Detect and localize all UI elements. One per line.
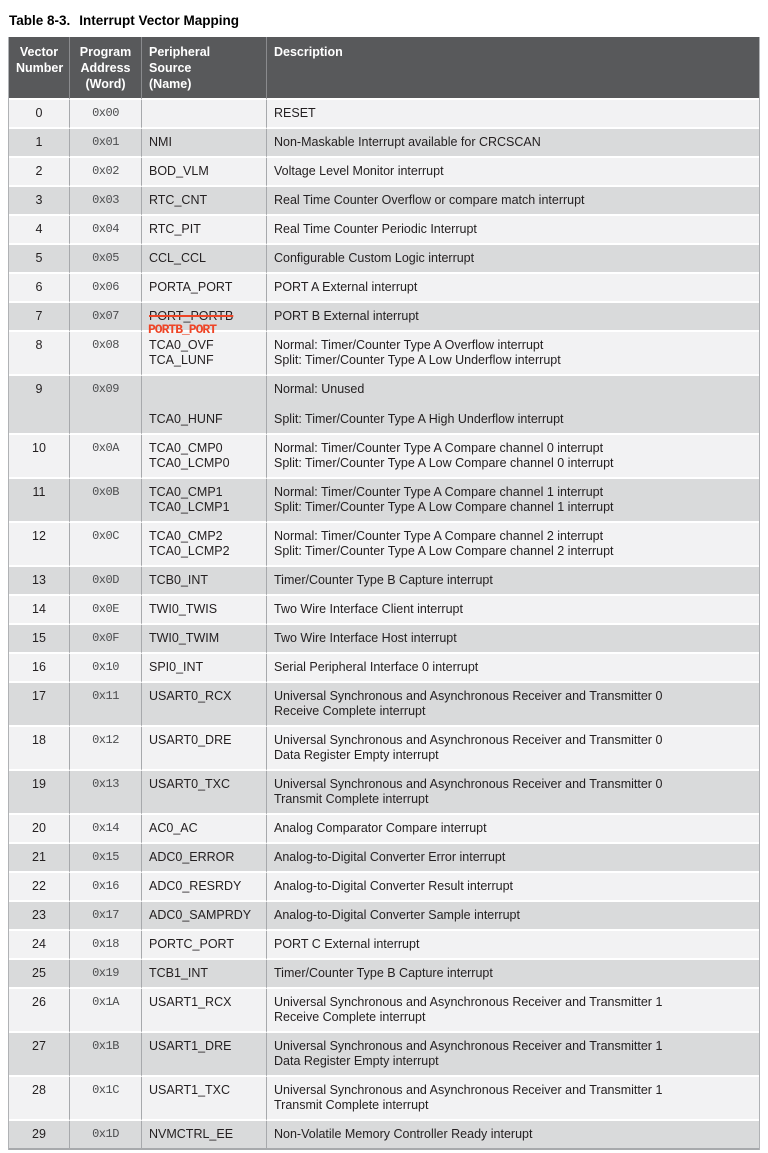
source-name-line: USART1_TXC — [149, 1083, 231, 1097]
source-name-line: PORTA_PORT — [149, 280, 233, 294]
col-header-line: Vector — [19, 45, 59, 59]
description-cell — [266, 844, 759, 873]
table-row — [9, 479, 759, 523]
source-name-line: USART0_TXC — [149, 777, 231, 791]
description-cell — [266, 100, 759, 129]
peripheral-source-cell — [141, 844, 266, 873]
description-cell — [266, 332, 759, 376]
program-address-cell: 0x07 — [69, 303, 141, 332]
description-line: Analog-to-Digital Converter Result interrupt — [274, 879, 513, 893]
program-address-cell: 0x18 — [69, 931, 141, 960]
peripheral-source-cell — [141, 815, 266, 844]
table-row — [9, 1033, 759, 1077]
table-row — [9, 129, 759, 158]
struck-source-name: PORT_PORTB — [149, 309, 234, 323]
vector-number-cell: 14 — [9, 596, 69, 625]
peripheral-source-cell — [141, 187, 266, 216]
col-header-line: Program — [79, 45, 132, 59]
source-name-line — [149, 382, 259, 397]
vector-number-cell: 7 — [9, 303, 69, 332]
source-name-line: TCA0_HUNF — [149, 412, 223, 426]
source-name-line: TCA0_LCMP1 — [149, 500, 230, 514]
source-name-line: NMI — [149, 135, 172, 149]
table-row — [9, 435, 759, 479]
description-cell — [266, 654, 759, 683]
table-row — [9, 683, 759, 727]
peripheral-source-cell — [141, 332, 266, 376]
vector-number-cell: 19 — [9, 771, 69, 815]
program-address-cell: 0x1D — [69, 1121, 141, 1150]
program-address-cell: 0x03 — [69, 187, 141, 216]
description-line: Receive Complete interrupt — [274, 704, 426, 718]
source-name-line — [149, 397, 259, 412]
peripheral-source-cell — [141, 654, 266, 683]
program-address-cell: 0x1C — [69, 1077, 141, 1121]
source-name-line: CCL_CCL — [149, 251, 206, 265]
source-name-line: BOD_VLM — [149, 164, 209, 178]
description-line: PORT C External interrupt — [274, 937, 420, 951]
description-cell — [266, 523, 759, 567]
description-line: Split: Timer/Counter Type A Low Compare channel 1 interrupt — [274, 500, 614, 514]
table-row — [9, 815, 759, 844]
source-name-line — [149, 106, 259, 121]
description-cell — [266, 771, 759, 815]
vector-number-cell: 17 — [9, 683, 69, 727]
description-cell — [266, 274, 759, 303]
source-name-line: TCA0_LCMP0 — [149, 456, 230, 470]
description-line: Receive Complete interrupt — [274, 1010, 426, 1024]
vector-number-cell: 21 — [9, 844, 69, 873]
table-row — [9, 931, 759, 960]
program-address-cell: 0x08 — [69, 332, 141, 376]
source-name-line: SPI0_INT — [149, 660, 204, 674]
peripheral-source-cell — [141, 931, 266, 960]
table-row — [9, 274, 759, 303]
peripheral-source-cell — [141, 960, 266, 989]
peripheral-source-cell — [141, 158, 266, 187]
program-address-cell: 0x06 — [69, 274, 141, 303]
table-row — [9, 1121, 759, 1150]
program-address-cell: 0x02 — [69, 158, 141, 187]
vector-number-cell: 0 — [9, 100, 69, 129]
col-header-line: (Name) — [149, 77, 192, 91]
table-caption: Interrupt Vector Mapping — [79, 13, 240, 28]
vector-number-cell: 6 — [9, 274, 69, 303]
source-name-line: TCA0_CMP0 — [149, 441, 223, 455]
col-header-line: Address — [80, 61, 131, 75]
program-address-cell: 0x0C — [69, 523, 141, 567]
table-row — [9, 844, 759, 873]
header-row — [9, 37, 759, 100]
vector-number-cell: 12 — [9, 523, 69, 567]
source-name-line: TWI0_TWIS — [149, 602, 218, 616]
vector-number-cell: 10 — [9, 435, 69, 479]
description-cell — [266, 931, 759, 960]
source-name-line: USART1_DRE — [149, 1039, 232, 1053]
table-title — [9, 13, 760, 28]
peripheral-source-cell — [141, 1033, 266, 1077]
program-address-cell: 0x1A — [69, 989, 141, 1033]
description-cell — [266, 815, 759, 844]
description-cell — [266, 479, 759, 523]
vector-number-cell: 20 — [9, 815, 69, 844]
vector-number-cell: 5 — [9, 245, 69, 274]
description-line: Universal Synchronous and Asynchronous Receiver and Transmitter 1 — [274, 995, 663, 1009]
table-row — [9, 187, 759, 216]
vector-number-cell: 24 — [9, 931, 69, 960]
description-line: Analog-to-Digital Converter Error interrupt — [274, 850, 506, 864]
program-address-cell: 0x00 — [69, 100, 141, 129]
description-line: Universal Synchronous and Asynchronous Receiver and Transmitter 1 — [274, 1039, 663, 1053]
description-line: Normal: Timer/Counter Type A Compare channel 0 interrupt — [274, 441, 604, 455]
source-name-line: TCA0_OVF — [149, 338, 214, 352]
description-line: Two Wire Interface Client interrupt — [274, 602, 463, 616]
source-name-line: ADC0_ERROR — [149, 850, 235, 864]
vector-number-cell: 28 — [9, 1077, 69, 1121]
peripheral-source-cell — [141, 479, 266, 523]
table-row — [9, 873, 759, 902]
vector-number-cell: 26 — [9, 989, 69, 1033]
vector-number-cell: 16 — [9, 654, 69, 683]
description-line: Analog Comparator Compare interrupt — [274, 821, 487, 835]
source-name-line: TCA_LUNF — [149, 353, 214, 367]
description-line: Non-Volatile Memory Controller Ready interupt — [274, 1127, 533, 1141]
description-cell — [266, 873, 759, 902]
description-line: Normal: Timer/Counter Type A Compare channel 1 interrupt — [274, 485, 604, 499]
peripheral-source-cell — [141, 435, 266, 479]
peripheral-source-cell — [141, 625, 266, 654]
table-row — [9, 960, 759, 989]
program-address-cell: 0x09 — [69, 376, 141, 435]
source-name-line: AC0_AC — [149, 821, 198, 835]
program-address-cell: 0x0D — [69, 567, 141, 596]
source-name-line: TCB0_INT — [149, 573, 209, 587]
col-header-description — [266, 37, 759, 100]
table-row — [9, 654, 759, 683]
description-line: Split: Timer/Counter Type A Low Underflow interrupt — [274, 353, 561, 367]
program-address-cell: 0x16 — [69, 873, 141, 902]
description-cell — [266, 187, 759, 216]
description-cell — [266, 727, 759, 771]
description-line: PORT B External interrupt — [274, 309, 419, 323]
program-address-cell: 0x04 — [69, 216, 141, 245]
vector-number-cell: 23 — [9, 902, 69, 931]
description-line: Split: Timer/Counter Type A Low Compare channel 0 interrupt — [274, 456, 614, 470]
table-row — [9, 303, 759, 332]
description-line: Universal Synchronous and Asynchronous Receiver and Transmitter 0 — [274, 777, 663, 791]
description-cell — [266, 216, 759, 245]
description-line: Configurable Custom Logic interrupt — [274, 251, 475, 265]
peripheral-source-cell — [141, 303, 266, 337]
description-line: Universal Synchronous and Asynchronous Receiver and Transmitter 0 — [274, 733, 663, 747]
table-row — [9, 523, 759, 567]
description-line: Real Time Counter Overflow or compare match interrupt — [274, 193, 585, 207]
program-address-cell: 0x12 — [69, 727, 141, 771]
program-address-cell: 0x1B — [69, 1033, 141, 1077]
vector-number-cell: 29 — [9, 1121, 69, 1150]
description-line: Transmit Complete interrupt — [274, 792, 429, 806]
table-number-label: Table 8-3. — [9, 13, 71, 28]
table-header — [9, 37, 759, 100]
description-line: Normal: Timer/Counter Type A Compare channel 2 interrupt — [274, 529, 604, 543]
description-cell — [266, 625, 759, 654]
table-row — [9, 727, 759, 771]
peripheral-source-cell — [141, 902, 266, 931]
program-address-cell: 0x0B — [69, 479, 141, 523]
peripheral-source-cell — [141, 727, 266, 771]
peripheral-source-cell — [141, 567, 266, 596]
col-header-vector-number — [9, 37, 69, 100]
peripheral-source-cell — [141, 683, 266, 727]
col-header-line: Number — [16, 61, 64, 75]
col-header-line: Peripheral — [149, 45, 211, 59]
table-row — [9, 989, 759, 1033]
description-cell — [266, 989, 759, 1033]
vector-number-cell: 3 — [9, 187, 69, 216]
peripheral-source-cell — [141, 771, 266, 815]
description-cell — [266, 376, 759, 435]
description-cell — [266, 158, 759, 187]
vector-number-cell: 15 — [9, 625, 69, 654]
program-address-cell: 0x11 — [69, 683, 141, 727]
description-line — [274, 397, 752, 412]
description-line: Non-Maskable Interrupt available for CRCSCAN — [274, 135, 541, 149]
source-name-line: USART0_DRE — [149, 733, 232, 747]
vector-number-cell: 9 — [9, 376, 69, 435]
program-address-cell: 0x0A — [69, 435, 141, 479]
source-name-line: ADC0_RESRDY — [149, 879, 242, 893]
col-header-line: Source — [149, 61, 192, 75]
description-line: Universal Synchronous and Asynchronous Receiver and Transmitter 1 — [274, 1083, 663, 1097]
description-line: Split: Timer/Counter Type A Low Compare channel 2 interrupt — [274, 544, 614, 558]
description-line: Serial Peripheral Interface 0 interrupt — [274, 660, 479, 674]
description-line: RESET — [274, 106, 316, 120]
source-name-line: TCB1_INT — [149, 966, 209, 980]
table-row — [9, 1077, 759, 1121]
description-cell — [266, 596, 759, 625]
source-name-line: USART1_RCX — [149, 995, 232, 1009]
peripheral-source-cell — [141, 596, 266, 625]
program-address-cell: 0x10 — [69, 654, 141, 683]
description-line: Universal Synchronous and Asynchronous Receiver and Transmitter 0 — [274, 689, 663, 703]
col-header-line: Description — [274, 45, 343, 59]
description-cell — [266, 245, 759, 274]
description-line: Data Register Empty interrupt — [274, 748, 439, 762]
table-row — [9, 625, 759, 654]
description-line: Transmit Complete interrupt — [274, 1098, 429, 1112]
description-cell — [266, 1077, 759, 1121]
table-row — [9, 216, 759, 245]
table-row — [9, 902, 759, 931]
peripheral-source-cell — [141, 129, 266, 158]
description-cell — [266, 129, 759, 158]
program-address-cell: 0x13 — [69, 771, 141, 815]
description-line: Real Time Counter Periodic Interrupt — [274, 222, 477, 236]
peripheral-source-cell — [141, 216, 266, 245]
table-row — [9, 771, 759, 815]
vector-number-cell: 18 — [9, 727, 69, 771]
description-cell — [266, 435, 759, 479]
description-cell — [266, 960, 759, 989]
program-address-cell: 0x01 — [69, 129, 141, 158]
program-address-cell: 0x17 — [69, 902, 141, 931]
peripheral-source-cell — [141, 523, 266, 567]
table-row — [9, 100, 759, 129]
vector-number-cell: 8 — [9, 332, 69, 376]
vector-number-cell: 11 — [9, 479, 69, 523]
table-row — [9, 567, 759, 596]
description-line: Split: Timer/Counter Type A High Underflow interrupt — [274, 412, 564, 426]
program-address-cell: 0x15 — [69, 844, 141, 873]
description-line: Analog-to-Digital Converter Sample interrupt — [274, 908, 520, 922]
source-name-line: RTC_CNT — [149, 193, 208, 207]
description-cell — [266, 683, 759, 727]
source-name-line: PORTC_PORT — [149, 937, 234, 951]
peripheral-source-cell — [141, 274, 266, 303]
peripheral-source-cell — [141, 1077, 266, 1121]
peripheral-source-cell — [141, 376, 266, 435]
description-line: PORT A External interrupt — [274, 280, 418, 294]
peripheral-source-cell — [141, 245, 266, 274]
description-line: Data Register Empty interrupt — [274, 1054, 439, 1068]
col-header-peripheral-source — [141, 37, 266, 100]
vector-number-cell: 22 — [9, 873, 69, 902]
program-address-cell: 0x14 — [69, 815, 141, 844]
source-name-line: TCA0_CMP2 — [149, 529, 223, 543]
program-address-cell: 0x19 — [69, 960, 141, 989]
peripheral-source-cell — [141, 989, 266, 1033]
description-line: Voltage Level Monitor interrupt — [274, 164, 444, 178]
col-header-program-address — [69, 37, 141, 100]
description-cell — [266, 1033, 759, 1077]
table-row — [9, 376, 759, 435]
description-cell — [266, 1121, 759, 1150]
source-name-line: TWI0_TWIM — [149, 631, 220, 645]
vector-number-cell: 1 — [9, 129, 69, 158]
program-address-cell: 0x0F — [69, 625, 141, 654]
vector-number-cell: 2 — [9, 158, 69, 187]
program-address-cell: 0x05 — [69, 245, 141, 274]
table-row — [9, 332, 759, 376]
description-line: Timer/Counter Type B Capture interrupt — [274, 573, 493, 587]
source-name-line: USART0_RCX — [149, 689, 232, 703]
description-cell — [266, 902, 759, 931]
peripheral-source-cell — [141, 873, 266, 902]
description-line: Normal: Unused — [274, 382, 365, 396]
source-name-line: TCA0_LCMP2 — [149, 544, 230, 558]
source-name-line: ADC0_SAMPRDY — [149, 908, 252, 922]
source-name-line: RTC_PIT — [149, 222, 201, 236]
red-correction-annotation: PORTB_PORT — [148, 322, 217, 337]
peripheral-source-cell — [141, 100, 266, 129]
vector-number-cell: 13 — [9, 567, 69, 596]
description-cell — [266, 567, 759, 596]
table-row — [9, 158, 759, 187]
vector-number-cell: 25 — [9, 960, 69, 989]
col-header-line: (Word) — [85, 77, 126, 91]
source-name-line: NVMCTRL_EE — [149, 1127, 234, 1141]
peripheral-source-cell — [141, 1121, 266, 1150]
vector-number-cell: 27 — [9, 1033, 69, 1077]
description-line: Timer/Counter Type B Capture interrupt — [274, 966, 493, 980]
table-body — [9, 100, 759, 1150]
vector-number-cell: 4 — [9, 216, 69, 245]
source-name-line: TCA0_CMP1 — [149, 485, 223, 499]
interrupt-vector-mapping-table — [8, 37, 760, 1150]
table-row — [9, 596, 759, 625]
description-line: Normal: Timer/Counter Type A Overflow interrupt — [274, 338, 544, 352]
program-address-cell: 0x0E — [69, 596, 141, 625]
description-cell — [266, 303, 759, 332]
description-line: Two Wire Interface Host interrupt — [274, 631, 457, 645]
table-row — [9, 245, 759, 274]
